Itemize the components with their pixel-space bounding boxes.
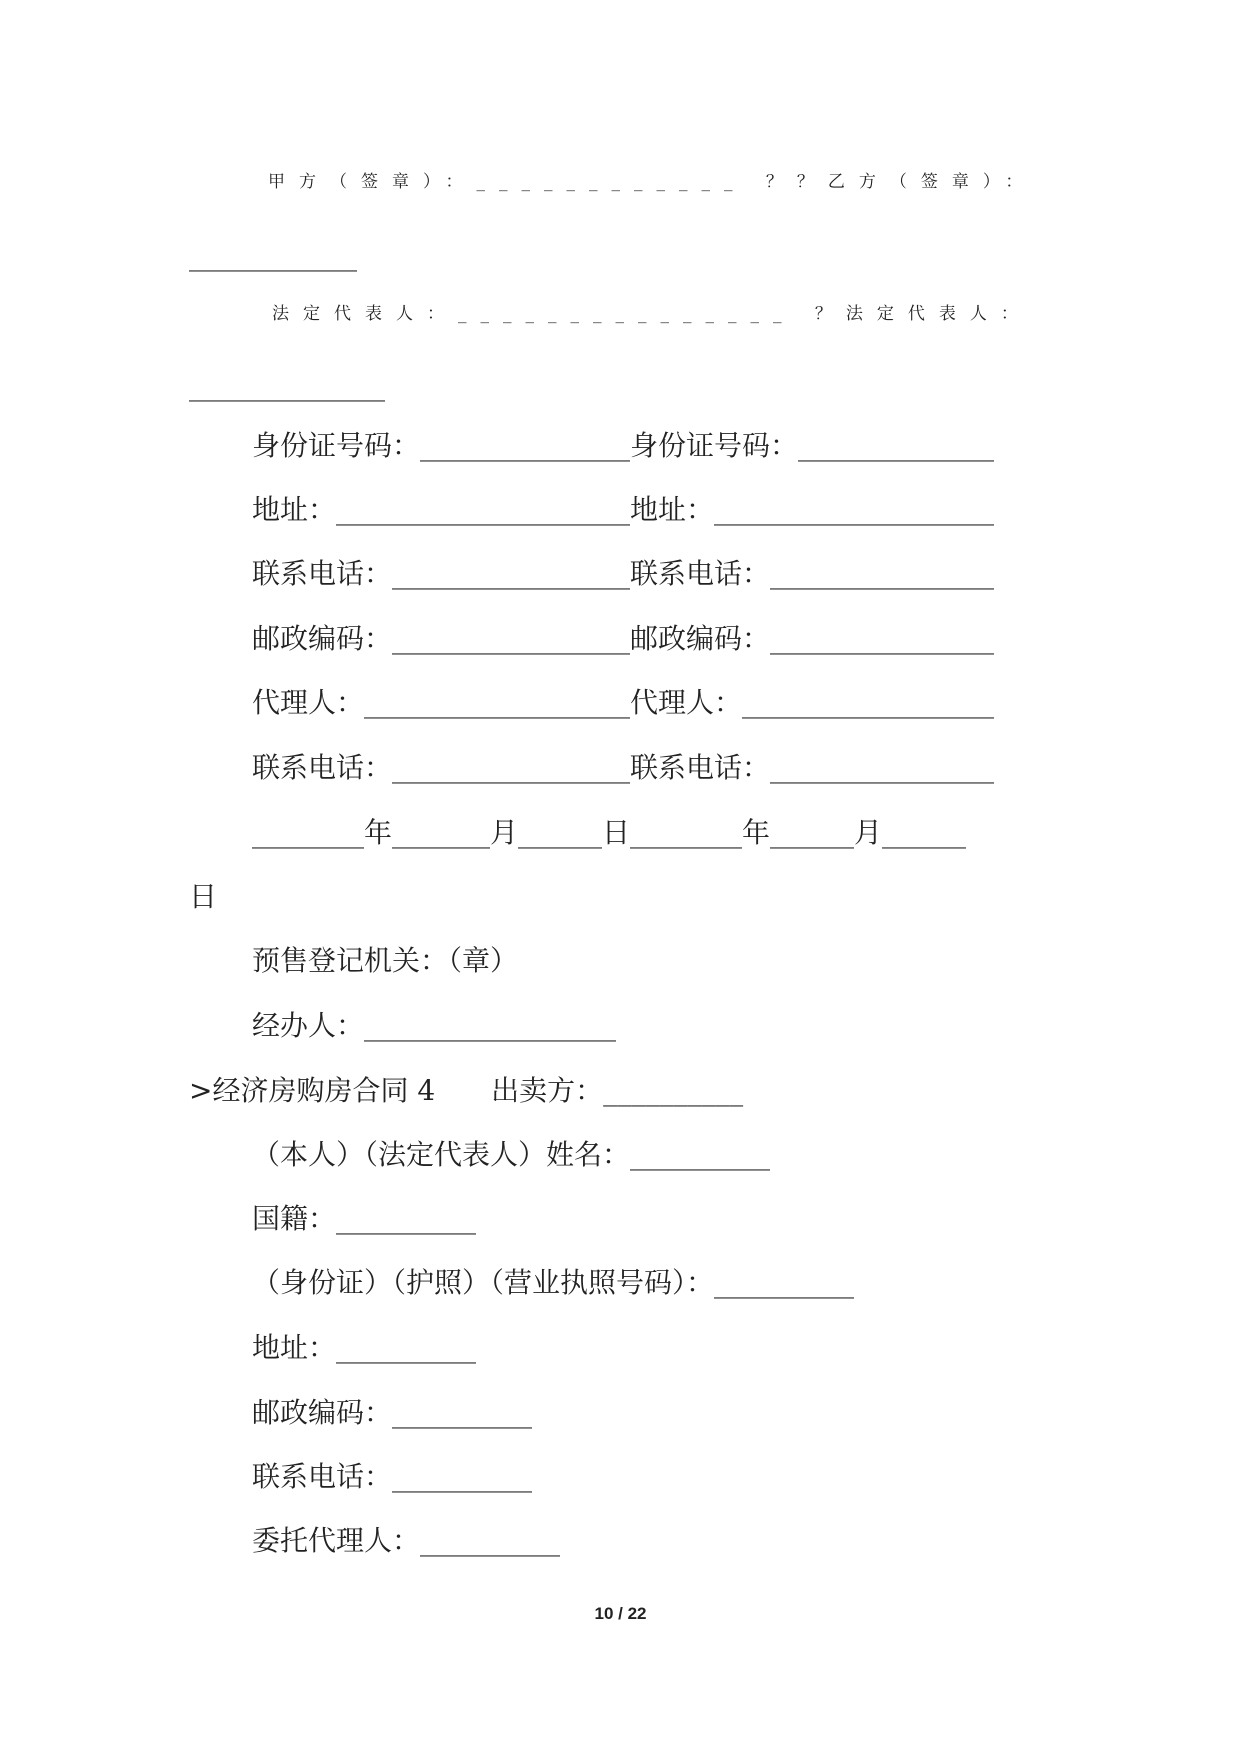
postal-code-line: 邮政编码：_________________邮政编码：________________ bbox=[252, 622, 995, 655]
legal-representative-line: 法定代表人：_______________ ？法定代表人： bbox=[272, 304, 1032, 324]
date-line: ________年_______月______日________年______月______ bbox=[252, 816, 967, 849]
page-number: 10 / 22 bbox=[594, 1604, 647, 1623]
agent-phone-line: 联系电话：_________________联系电话：________________ bbox=[252, 751, 995, 784]
legal-representative-blank: ______________ bbox=[189, 369, 385, 402]
seller-postal-code-line: 邮政编码：__________ bbox=[252, 1396, 533, 1429]
id-passport-license-line: （身份证）（护照）（营业执照号码）：__________ bbox=[252, 1266, 855, 1299]
seller-phone-line: 联系电话：__________ bbox=[252, 1460, 533, 1493]
agent-line: 代理人：___________________代理人：__________________ bbox=[252, 686, 995, 719]
contract-heading-seller-line: >经济房购房合同 4 出卖方：__________ bbox=[189, 1074, 744, 1107]
nationality-line: 国籍：__________ bbox=[252, 1202, 477, 1235]
seller-name-line: （本人）（法定代表人）姓名：__________ bbox=[252, 1138, 771, 1171]
entrusted-agent-line: 委托代理人：__________ bbox=[252, 1524, 561, 1557]
handler-line: 经办人：__________________ bbox=[252, 1009, 617, 1042]
party-a-b-seal-line: 甲方（签章）：____________ ？？乙方（签章）： bbox=[268, 172, 1037, 192]
date-day-suffix: 日 bbox=[189, 880, 218, 913]
address-line: 地址：_____________________地址：____________________ bbox=[252, 493, 995, 526]
phone-line: 联系电话：_________________联系电话：________________ bbox=[252, 557, 995, 590]
party-b-seal-blank: ____________ bbox=[189, 239, 357, 272]
id-number-line: 身份证号码：_______________身份证号码：______________ bbox=[252, 429, 995, 462]
seller-address-line: 地址：__________ bbox=[252, 1331, 477, 1364]
registration-authority-line: 预售登记机关：（章） bbox=[252, 944, 519, 977]
